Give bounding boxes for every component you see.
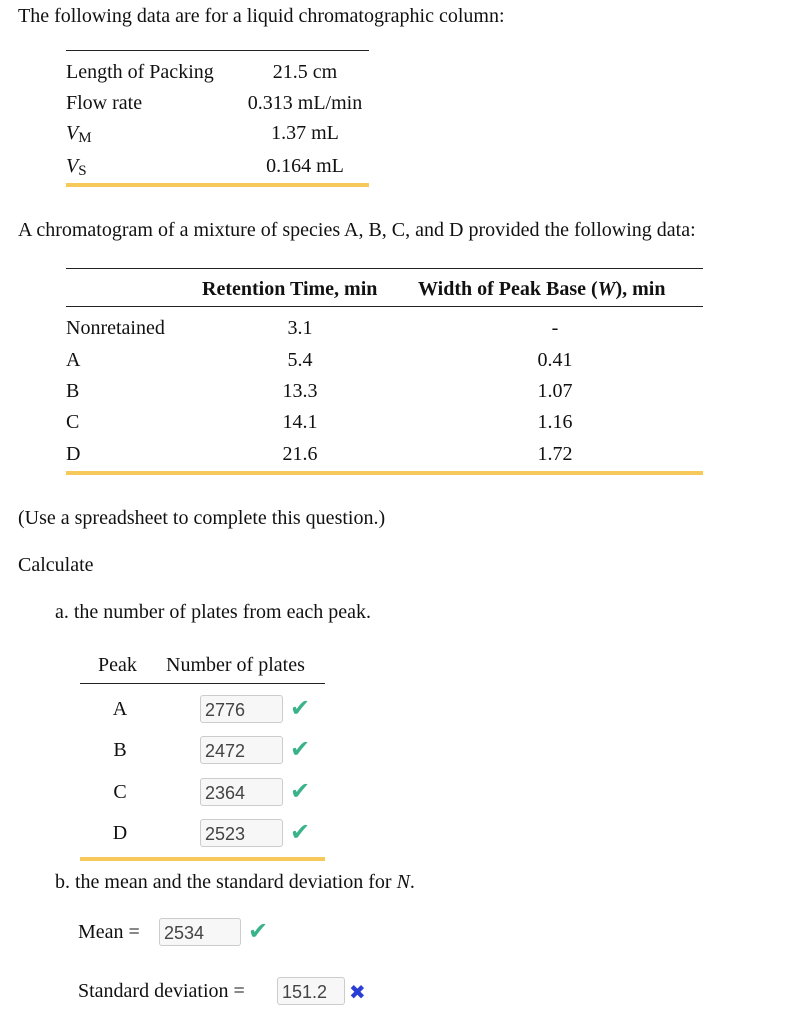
peak-label: B (113, 739, 127, 761)
header-plates: Number of plates (166, 654, 305, 676)
check-icon: ✔ (290, 818, 311, 846)
vs-sub: S (78, 163, 87, 179)
label-flow: Flow rate (66, 92, 143, 114)
peak-label: D (112, 822, 128, 844)
row-width: - (551, 317, 559, 339)
part-b-text: b. the mean and the standard deviation for (55, 871, 397, 893)
check-icon: ✔ (290, 777, 311, 805)
peak-label: A (112, 698, 128, 720)
hw1: Width of Peak Base ( (418, 278, 598, 300)
hw3: ), min (615, 278, 666, 300)
note: (Use a spreadsheet to complete this question.) (18, 507, 386, 529)
check-icon: ✔ (290, 694, 311, 722)
calculate-label: Calculate (18, 554, 94, 576)
row-name: A (66, 349, 81, 371)
value-vs: 0.164 mL (266, 155, 344, 177)
mean-input[interactable]: 2534 (159, 918, 241, 946)
plates-input[interactable]: 2523 (200, 819, 283, 847)
row-name: C (66, 411, 80, 433)
row-width: 1.16 (537, 411, 573, 433)
peak-label: C (113, 781, 127, 803)
vm-main: V (66, 122, 79, 144)
intro-text: The following data are for a liquid chromatographic column: (18, 5, 505, 27)
plates-input[interactable]: 2472 (200, 736, 283, 764)
hw2: W (597, 278, 616, 300)
mean-label: Mean = (78, 921, 140, 943)
row-retention: 5.4 (287, 349, 313, 371)
table-rule (66, 268, 703, 269)
table-end-rule (66, 471, 703, 475)
table-rule (66, 306, 703, 307)
value-flow: 0.313 mL/min (247, 92, 363, 114)
sd-input[interactable]: 151.2 (277, 977, 345, 1005)
part-b-var: N (396, 871, 410, 893)
vs-main: V (66, 155, 79, 177)
value-length: 21.5 cm (272, 61, 338, 83)
chrom-intro: A chromatogram of a mixture of species A, B, C, and D provided the following data: (18, 219, 696, 241)
part-a: a. the number of plates from each peak. (55, 601, 371, 623)
row-retention: 3.1 (287, 317, 313, 339)
row-name: Nonretained (66, 317, 165, 339)
header-peak: Peak (98, 654, 137, 676)
row-name: B (66, 380, 80, 402)
table-rule (80, 683, 325, 684)
header-retention: Retention Time, min (202, 278, 378, 300)
table-end-rule (66, 183, 369, 187)
label-length: Length of Packing (66, 61, 214, 83)
plates-input[interactable]: 2364 (200, 778, 283, 806)
check-icon: ✔ (290, 735, 311, 763)
row-retention: 14.1 (282, 411, 318, 433)
vm-sub: M (78, 130, 92, 146)
part-b (55, 870, 415, 894)
plates-input[interactable]: 2776 (200, 695, 283, 723)
row-retention: 13.3 (282, 380, 318, 402)
check-icon: ✔ (248, 917, 269, 945)
row-width: 1.07 (537, 380, 573, 402)
label-vs (66, 154, 87, 183)
cross-icon: ✖ (349, 980, 366, 1004)
part-b-end: . (409, 871, 415, 893)
row-retention: 21.6 (282, 443, 318, 465)
label-vm (66, 121, 92, 150)
table-end-rule (80, 857, 325, 861)
sd-label: Standard deviation = (78, 980, 245, 1002)
header-width (418, 277, 665, 301)
row-width: 0.41 (537, 349, 573, 371)
row-name: D (66, 443, 81, 465)
value-vm: 1.37 mL (271, 122, 339, 144)
row-width: 1.72 (537, 443, 573, 465)
table-rule (66, 50, 369, 51)
